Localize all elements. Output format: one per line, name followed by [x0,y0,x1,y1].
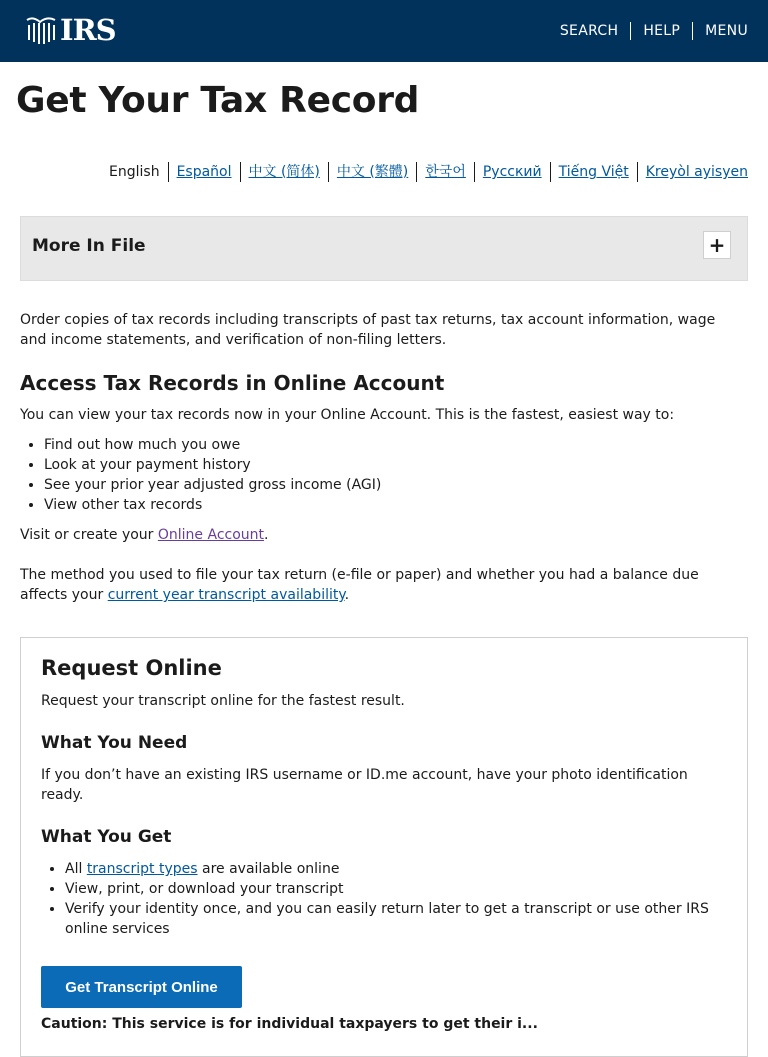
lang-korean[interactable]: 한국어 [425,164,466,180]
what-you-get-list [41,859,721,939]
irs-logo[interactable] [24,14,116,46]
online-account-heading: Access Tax Records in Online Account [20,371,445,395]
request-online-card [20,637,748,1057]
language-switcher [101,161,748,183]
top-nav [548,21,748,41]
online-account-link[interactable]: Online Account [157,527,265,543]
site-header [0,0,768,62]
method-prefix: The method you used to file your tax return (e-file or paper) and whether you had a balance due affects your [20,567,699,603]
method-text [20,565,720,605]
main-content [20,310,720,605]
online-account-lead: You can view your tax records now in your Online Account. This is the fastest, easiest way to: [20,407,675,423]
list-item: • View, print, or download your transcript [65,879,721,899]
visit-text [20,525,720,545]
get-item1-suffix: are available online [197,861,340,877]
list-item: • Verify your identity once, and you can easily return later to get a transcript or use other IRS online services [65,899,721,939]
what-you-need-text: If you don’t have an existing IRS username or ID.me account, have your photo identification ready. [41,767,688,803]
more-in-file-accordion[interactable] [20,216,748,281]
card-body [41,656,721,939]
what-you-get-heading: What You Get [41,827,172,847]
list-item: • Find out how much you owe [44,435,720,455]
caution-text: Caution: This service is for individual taxpayers to get their i... [41,1016,538,1032]
list-item: • View other tax records [44,495,720,515]
lang-russian[interactable]: Русский [482,164,542,180]
request-online-heading: Request Online [41,656,222,680]
visit-suffix: . [264,527,269,543]
lang-vietnamese[interactable]: Tiếng Việt [558,164,629,180]
what-you-need-heading: What You Need [41,733,188,753]
nav-help[interactable]: HELP [643,23,681,39]
accordion-title: More In File [32,236,146,256]
expand-plus-icon[interactable]: + [703,231,731,259]
intro-text: Order copies of tax records including transcripts of past tax returns, tax account information, wage and income statements, and verification of non-filing letters. [20,312,716,348]
lang-english: English [109,164,160,180]
list-item: • See your prior year adjusted gross income (AGI) [44,475,720,495]
method-suffix: . [344,587,350,603]
lang-chinese-traditional[interactable]: 中文 (繁體) [336,164,409,180]
get-item1-prefix: All [65,861,87,877]
get-transcript-online-button[interactable]: Get Transcript Online [41,966,242,1008]
lang-haitian-creole[interactable]: Kreyòl ayisyen [645,164,748,180]
nav-search[interactable]: SEARCH [559,23,619,39]
eagle-icon [24,14,58,46]
transcript-types-link[interactable]: transcript types [86,861,198,877]
list-item [65,859,721,879]
visit-prefix: Visit or create your [20,527,158,543]
page-title: Get Your Tax Record [16,80,420,121]
request-online-lead: Request your transcript online for the fastest result. [41,693,405,709]
transcript-availability-link[interactable]: current year transcript availability [107,587,345,603]
lang-chinese-simplified[interactable]: 中文 (简体) [248,164,320,180]
nav-menu[interactable]: MENU [705,23,748,39]
list-item: • Look at your payment history [44,455,720,475]
logo-text: IRS [60,13,116,47]
online-account-list [20,435,720,515]
lang-spanish[interactable]: Español [176,164,232,180]
